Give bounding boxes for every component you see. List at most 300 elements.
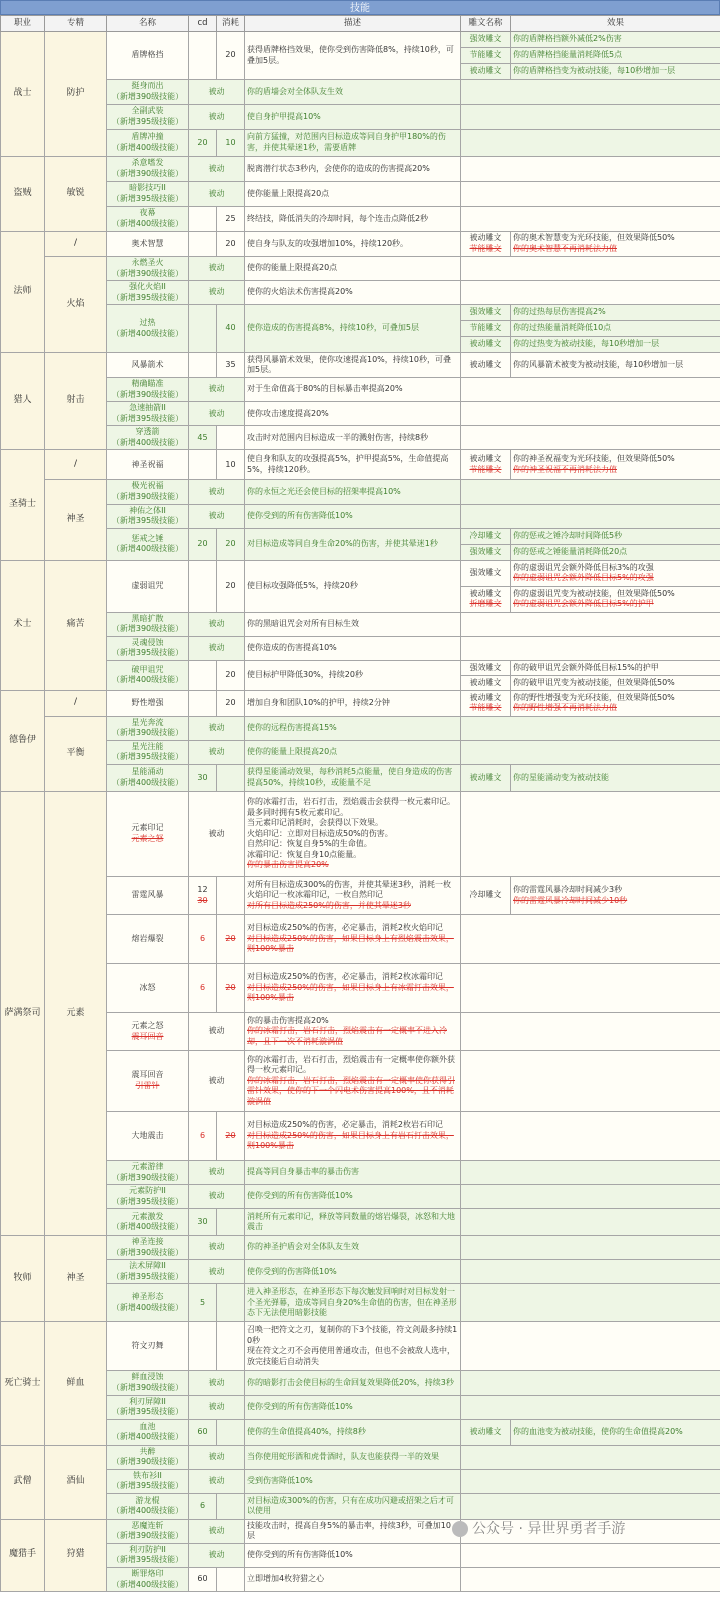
- skill-name: [107, 130, 189, 157]
- cd-cell: [189, 450, 217, 480]
- table-row: [1, 130, 720, 157]
- glyph-name: 冷却雕文: [461, 877, 511, 915]
- skill-name: [107, 716, 189, 740]
- glyph-empty: [461, 402, 720, 426]
- skill-level: （新增395级技能）: [111, 194, 184, 203]
- desc-cell: 对目标造成等同自身生命20%的伤害，并使其晕迷1秒: [245, 528, 461, 560]
- cd-cell: 被动: [189, 792, 245, 877]
- cd-cell: 被动: [189, 1161, 245, 1185]
- desc-cell: 使你受到的所有伤害降低10%: [245, 1395, 461, 1419]
- glyph-effect: 你的破甲诅咒变为被动技能，但效果降低50%: [511, 675, 720, 690]
- glyph-name-text: 被动雕文: [469, 692, 502, 702]
- desc-line: 对目标造成250%的伤害，必定暴击，消耗2枚冰霜印记: [247, 972, 443, 982]
- class-cell: 武僧: [1, 1445, 45, 1519]
- glyph-effect: 你的盾牌格挡额外减低2%伤害: [511, 32, 720, 48]
- spec-cell: 酒仙: [45, 1445, 107, 1519]
- skill-level: （新增395级技能）: [111, 1271, 184, 1281]
- skill-name-text: 星能涌动: [131, 767, 164, 777]
- skill-name-text: 破甲诅咒: [131, 664, 164, 674]
- glyph-name-old: 折磨雕文: [469, 599, 502, 609]
- skill-level: （新增395级技能）: [111, 752, 184, 762]
- skill-name-text: 恶魔连斩: [131, 1520, 164, 1530]
- cd-cell: [189, 353, 217, 378]
- glyph-name-text: 被动雕文: [469, 233, 502, 243]
- glyph-empty: [461, 1013, 720, 1051]
- spec-cell: 射击: [45, 353, 107, 450]
- cd-cell: 被动: [189, 1519, 245, 1543]
- skill-level: （新增390级技能）: [111, 728, 184, 738]
- class-cell: 盗贼: [1, 157, 45, 232]
- table-row: [1, 1284, 720, 1322]
- glyph-effect: [511, 690, 720, 716]
- glyph-effect-old: 你的野性增强不再消耗法力值: [513, 703, 617, 713]
- cost-cell: 20: [217, 1112, 245, 1161]
- skill-name: 野性增强: [107, 690, 189, 716]
- desc-line: 对目标造成250%的伤害，必定暴击，消耗2枚岩石印记: [247, 1120, 443, 1130]
- skill-level: （新增395级技能）: [111, 413, 184, 423]
- desc-cell: 使你受到的所有伤害降低10%: [245, 1543, 461, 1567]
- class-cell: 魔猎手: [1, 1519, 45, 1591]
- skill-name-text: 精确瞄准: [131, 379, 164, 389]
- cd-cell: 被动: [189, 1371, 245, 1395]
- desc-cell: [245, 1322, 461, 1371]
- skill-name-text: 血池: [139, 1421, 156, 1431]
- glyph-empty: [461, 105, 720, 130]
- skill-name-text: 星光注能: [131, 741, 164, 751]
- desc-cell: 使你受到的所有伤害降低10%: [245, 1185, 461, 1209]
- skill-name-text: 灵魂侵蚀: [131, 637, 164, 647]
- glyph-effect: [511, 560, 720, 586]
- desc-cell: 使自身和队友的攻强提高5%，护甲提高5%，生命值提高5%，持续120秒。: [245, 450, 461, 480]
- desc-cell: 进入神圣形态，在神圣形态下每次触发回响时对目标发射一个圣光弹幕，造成等同自身20%生命值的伤害，但在神圣形态下无法使用暗影技能: [245, 1284, 461, 1322]
- desc-line-old: 对目标造成250%的伤害，如果目标身上有烈焰震击效果，则100%暴击: [247, 933, 454, 954]
- glyph-effect: 你的盾牌格挡能量消耗降低5点: [511, 48, 720, 64]
- skill-name: [107, 182, 189, 207]
- cost-cell: 20: [217, 232, 245, 257]
- desc-cell: 攻击时对范围内目标造成一半的溅射伤害，持续8秒: [245, 426, 461, 450]
- skill-name-text: 神圣连接: [131, 1237, 164, 1247]
- cd-cell: [189, 32, 217, 80]
- cd-cell: 被动: [189, 1013, 245, 1051]
- class-cell: 战士: [1, 32, 45, 157]
- glyph-empty: [461, 964, 720, 1013]
- table-row: [1, 207, 720, 232]
- skill-level: （新增395级技能）: [111, 1407, 184, 1417]
- skill-level: （新增390级技能）: [111, 389, 184, 399]
- glyph-name: 被动雕文: [461, 1419, 511, 1445]
- cd-cell: 被动: [189, 257, 245, 281]
- wechat-icon: [452, 1521, 468, 1537]
- table-row: [1, 1419, 720, 1445]
- glyph-empty: [461, 740, 720, 764]
- glyph-empty: [461, 157, 720, 182]
- cd-cell: [189, 877, 217, 915]
- desc-cell: 使你的能量上限提高20点: [245, 740, 461, 764]
- desc-line: 对目标造成250%的伤害，必定暴击，消耗2枚火焰印记: [247, 923, 443, 933]
- cost-cell: [217, 765, 245, 792]
- desc-cell: 使你受到的伤害降低10%: [245, 1260, 461, 1284]
- spec-cell: 神圣: [45, 1236, 107, 1322]
- desc-cell: [245, 1112, 461, 1161]
- skill-name: [107, 402, 189, 426]
- cd-cell: 被动: [189, 480, 245, 504]
- skill-table: [0, 15, 720, 1592]
- desc-cell: 使你的生命值提高40%，持续8秒: [245, 1419, 461, 1445]
- skill-level: （新增400级技能）: [111, 437, 184, 447]
- desc-cell: 获得风暴箭术效果，使你攻速提高10%，持续10秒，可叠加5层。: [245, 353, 461, 378]
- cost-cell: 20: [217, 660, 245, 690]
- cost-cell: 35: [217, 353, 245, 378]
- cd-cell: [189, 560, 217, 612]
- cost-cell: 20: [217, 528, 245, 560]
- desc-cell: 使你受到的所有伤害降低10%: [245, 504, 461, 528]
- desc-line: 你的冰霜打击，岩石打击，烈焰震击有一定概率使你额外获得一枚元素印记。: [247, 1054, 455, 1075]
- glyph-effect: 你的过热能量消耗降低10点: [511, 321, 720, 337]
- glyph-effect: 你的过热每层伤害提高2%: [511, 305, 720, 321]
- desc-line: 火焰印记：立即对目标造成50%的伤害。: [247, 828, 393, 838]
- desc-cell: 终结技，降低消失的冷却时间，每个连击点降低2秒: [245, 207, 461, 232]
- cd-value-old: 30: [197, 895, 208, 905]
- cost-cell: 10: [217, 130, 245, 157]
- skill-name: [107, 1209, 189, 1236]
- skill-name-text: 元素激发: [131, 1211, 164, 1221]
- glyph-name-old: 节能雕文: [469, 464, 502, 474]
- skill-name: 雷霆风暴: [107, 877, 189, 915]
- spec-cell: 痛苦: [45, 560, 107, 690]
- skill-name-text: 元素印记: [131, 823, 164, 833]
- desc-cell: 使目标护甲降低30%，持续20秒: [245, 660, 461, 690]
- skill-name: [107, 1371, 189, 1395]
- glyph-empty: [461, 1543, 720, 1567]
- skill-name-text: 铁布衫II: [133, 1470, 162, 1480]
- skill-name-text: 神佑之体II: [129, 505, 166, 515]
- cd-cell: 被动: [189, 716, 245, 740]
- desc-line: 现在符文之刃不会再使用普通攻击，但也不会被敌人选中，放完技能后自动消失: [247, 1346, 455, 1366]
- glyph-effect-old: 你的雷霆风暴冷却时间减少10秒: [513, 895, 628, 905]
- cost-cell: 20: [217, 964, 245, 1013]
- skill-name-text: 元素游律: [131, 1162, 164, 1172]
- desc-cell: 你的神圣护盾会对全体队友生效: [245, 1236, 461, 1260]
- desc-cell: 你的永恒之光还会使目标的招架率提高10%: [245, 480, 461, 504]
- desc-cell: 立即增加4枚狩猎之心: [245, 1567, 461, 1591]
- skill-level: （新增390级技能）: [111, 1172, 184, 1182]
- glyph-effect-old: 你的神圣祝福不再消耗法力值: [513, 464, 617, 474]
- watermark: [452, 1518, 625, 1538]
- cost-cell: [217, 1322, 245, 1371]
- col-header: 消耗: [217, 16, 245, 32]
- table-row: [1, 740, 720, 764]
- table-row: [1, 504, 720, 528]
- skill-name: [107, 305, 189, 353]
- skill-name-text: 暗影技巧II: [129, 183, 166, 193]
- table-row: [1, 612, 720, 636]
- skill-level: （新增400级技能）: [111, 1432, 184, 1442]
- skill-level: （新增390级技能）: [111, 1457, 184, 1467]
- cost-cell: 20: [217, 32, 245, 80]
- glyph-empty: [461, 378, 720, 402]
- skill-name-text: 元素防护II: [129, 1186, 166, 1196]
- glyph-effect: 你的惩戒之锤能量消耗降低20点: [511, 544, 720, 560]
- col-header: 效果: [511, 16, 720, 32]
- class-cell: 德鲁伊: [1, 690, 45, 791]
- glyph-name: [461, 690, 511, 716]
- spec-cell: /: [45, 450, 107, 480]
- skill-level: （新增395级技能）: [111, 1196, 184, 1206]
- desc-cell: 使你的远程伤害提高15%: [245, 716, 461, 740]
- skill-level: （新增400级技能）: [111, 143, 184, 152]
- cd-cell: 30: [189, 765, 217, 792]
- col-header: 描述: [245, 16, 461, 32]
- skill-name: [107, 1395, 189, 1419]
- cost-cell: 10: [217, 450, 245, 480]
- skill-name: [107, 1567, 189, 1591]
- class-cell: 萨满祭司: [1, 792, 45, 1236]
- class-cell: 圣骑士: [1, 450, 45, 560]
- cd-cell: 被动: [189, 1185, 245, 1209]
- skill-level: （新增390级技能）: [111, 1531, 184, 1541]
- table-row: [1, 690, 720, 716]
- skill-name: [107, 1161, 189, 1185]
- skill-name-text: 利刃防护II: [129, 1544, 166, 1554]
- sheet-title: 技能: [0, 0, 720, 15]
- desc-line-old: 你的冰霜打击，岩石打击，烈焰震击有一定概率使你获得引雷针效果，使你的下一个闪电术伤害提高100%，且不消耗漩涡值: [247, 1075, 455, 1106]
- spec-cell: /: [45, 690, 107, 716]
- class-cell: 术士: [1, 560, 45, 690]
- skill-level: （新增395级技能）: [111, 117, 184, 126]
- desc-line-old: 你的冰霜打击，岩石打击，烈焰震击有一定概率不进入冷却，且下一次不消耗漩涡值: [247, 1026, 447, 1046]
- cost-cell: [217, 877, 245, 915]
- glyph-effect-text: 你的神圣祝福变为光环技能，但效果降低50%: [513, 454, 675, 464]
- skill-level: （新增400级技能）: [111, 675, 184, 685]
- col-header: cd: [189, 16, 217, 32]
- glyph-effect-text: 你的虚弱诅咒会额外降低目标3%的攻强: [513, 562, 654, 572]
- cd-cell: 5: [189, 1284, 217, 1322]
- skill-name: [107, 504, 189, 528]
- skill-name-text: 共醉: [139, 1446, 156, 1456]
- cd-cell: 被动: [189, 80, 245, 105]
- desc-line: 你的暴击伤害提高20%: [247, 1015, 329, 1025]
- spec-cell: 敏锐: [45, 157, 107, 232]
- glyph-empty: [461, 612, 720, 636]
- desc-cell: [245, 1051, 461, 1112]
- glyph-name: 被动雕文: [461, 64, 511, 80]
- col-header: 雕文名称: [461, 16, 511, 32]
- skill-name-text: 法术屏障II: [129, 1261, 166, 1271]
- skill-name: [107, 257, 189, 281]
- glyph-name: [461, 586, 511, 612]
- table-row: [1, 232, 720, 257]
- glyph-empty: [461, 1567, 720, 1591]
- desc-cell: 对于生命值高于80%的目标暴击率提高20%: [245, 378, 461, 402]
- cd-cell: 6: [189, 964, 217, 1013]
- skill-name-text: 强化火焰II: [129, 282, 166, 292]
- glyph-effect: 你的惩戒之锤冷却时间降低5秒: [511, 528, 720, 544]
- table-row: [1, 716, 720, 740]
- skill-name: [107, 636, 189, 660]
- skill-name: [107, 528, 189, 560]
- table-row: [1, 80, 720, 105]
- skill-name: [107, 1543, 189, 1567]
- glyph-effect-text: 你的野性增强变为光环技能，但效果降低50%: [513, 692, 675, 702]
- glyph-effect: 你的风暴箭术被变为被动技能，每10秒增加一层: [511, 353, 720, 378]
- cd-cell: 被动: [189, 105, 245, 130]
- glyph-empty: [461, 1322, 720, 1371]
- table-row: [1, 528, 720, 544]
- desc-line: 当元素印记消耗时，会获得以下效果。: [247, 818, 383, 828]
- cd-cell: 45: [189, 426, 217, 450]
- class-cell: 死亡骑士: [1, 1322, 45, 1445]
- skill-name-text: 游龙棍: [135, 1495, 160, 1505]
- glyph-effect: [511, 232, 720, 257]
- glyph-name: 强效雕文: [461, 305, 511, 321]
- glyph-name: 冷却雕文: [461, 528, 511, 544]
- spec-cell: 火焰: [45, 257, 107, 353]
- cd-cell: [189, 1322, 217, 1371]
- skill-name: 大地震击: [107, 1112, 189, 1161]
- cost-cell: [217, 1567, 245, 1591]
- table-row: [1, 257, 720, 281]
- skill-name-text: 鲜血浸蚀: [131, 1372, 164, 1382]
- glyph-empty: [461, 1493, 720, 1519]
- skill-name: [107, 740, 189, 764]
- cost-cell: [217, 1209, 245, 1236]
- table-row: [1, 1322, 720, 1371]
- skill-name-old: 元素之怒: [131, 834, 164, 844]
- skill-name-text: 永燃圣火: [131, 258, 164, 267]
- skill-level: （新增395级技能）: [111, 1555, 184, 1565]
- skill-name: [107, 281, 189, 305]
- skill-level: （新增395级技能）: [111, 516, 184, 526]
- cd-cell: 被动: [189, 402, 245, 426]
- cd-cell: 被动: [189, 636, 245, 660]
- glyph-name: 强效雕文: [461, 32, 511, 48]
- desc-line: 自然印记：恢复自身5%的生命值。: [247, 839, 372, 849]
- desc-cell: 使自身护甲提高10%: [245, 105, 461, 130]
- cost-cell: [217, 1284, 245, 1322]
- glyph-name: [461, 450, 511, 480]
- desc-line: 对所有目标造成300%的伤害，并使其晕迷3秒，消耗一枚火焰印记一枚冰霜印记，一枚自然印记: [247, 879, 451, 900]
- cd-cell: 被动: [189, 157, 245, 182]
- table-row: [1, 450, 720, 480]
- glyph-empty: [461, 792, 720, 877]
- desc-line-old: 对所有目标造成250%的伤害，并使其晕迷3秒: [247, 900, 411, 910]
- cd-cell: 60: [189, 1567, 217, 1591]
- spec-cell: /: [45, 232, 107, 257]
- desc-line: 你的冰霜打击，岩石打击，烈焰震击会获得一枚元素印记。最多同时拥有5枚元素印记。: [247, 797, 455, 817]
- cd-cell: 30: [189, 1209, 217, 1236]
- cd-value: 12: [197, 884, 208, 894]
- skill-name: [107, 80, 189, 105]
- skill-level: （新增390级技能）: [111, 492, 184, 502]
- glyph-name-text: 被动雕文: [469, 454, 502, 464]
- glyph-name: 节能雕文: [461, 321, 511, 337]
- skill-name-text: 穿透箭: [135, 427, 160, 437]
- skill-level: （新增390级技能）: [111, 92, 184, 101]
- cost-cell: 20: [217, 915, 245, 964]
- glyph-empty: [461, 915, 720, 964]
- skill-name-text: 震耳回音: [131, 1070, 164, 1080]
- skill-name: [107, 1493, 189, 1519]
- table-row: [1, 1493, 720, 1519]
- col-header: 职业: [1, 16, 45, 32]
- desc-cell: 增加自身和团队10%的护甲，持续2分钟: [245, 690, 461, 716]
- glyph-name: 强效雕文: [461, 544, 511, 560]
- skill-name-text: 星光奔流: [131, 717, 164, 727]
- cost-cell: [217, 426, 245, 450]
- table-row: [1, 1209, 720, 1236]
- cd-cell: 被动: [189, 504, 245, 528]
- desc-cell: [245, 1013, 461, 1051]
- table-row: [1, 1543, 720, 1567]
- table-row: [1, 560, 720, 586]
- skill-name: [107, 1013, 189, 1051]
- table-row: [1, 1161, 720, 1185]
- watermark-text: 公众号 · 异世界勇者手游: [472, 1521, 626, 1537]
- glyph-empty: [461, 1185, 720, 1209]
- cd-cell: 被动: [189, 1395, 245, 1419]
- glyph-empty: [461, 257, 720, 281]
- skill-name-text: 元素之怒: [131, 1020, 164, 1030]
- cost-cell: [217, 1493, 245, 1519]
- glyph-name: [461, 232, 511, 257]
- skill-name: [107, 426, 189, 450]
- glyph-effect: [511, 586, 720, 612]
- cd-cell: [189, 660, 217, 690]
- glyph-empty: [461, 1260, 720, 1284]
- glyph-empty: [461, 182, 720, 207]
- skill-name: [107, 105, 189, 130]
- glyph-empty: [461, 1445, 720, 1469]
- glyph-name: 被动雕文: [461, 353, 511, 378]
- skill-name: [107, 480, 189, 504]
- table-row: [1, 1445, 720, 1469]
- desc-cell: 技能攻击时，提高自身5%的暴击率，持续3秒，可叠加10层: [245, 1519, 461, 1543]
- desc-cell: [245, 915, 461, 964]
- glyph-empty: [461, 1112, 720, 1161]
- cd-cell: 被动: [189, 378, 245, 402]
- table-row: [1, 1395, 720, 1419]
- desc-cell: 使你的火焰法术伤害提高20%: [245, 281, 461, 305]
- table-row: [1, 182, 720, 207]
- table-row: [1, 480, 720, 504]
- glyph-empty: [461, 1161, 720, 1185]
- cd-cell: 被动: [189, 612, 245, 636]
- glyph-effect: [511, 450, 720, 480]
- skill-name-text: 神圣形态: [131, 1292, 164, 1302]
- desc-line-old: 你的暴击伤害提高20%: [247, 860, 329, 870]
- cd-cell: 被动: [189, 1445, 245, 1469]
- skill-name: [107, 1445, 189, 1469]
- cd-cell: 被动: [189, 281, 245, 305]
- skill-level: （新增395级技能）: [111, 1481, 184, 1491]
- table-row: [1, 877, 720, 915]
- skill-name: 神圣祝福: [107, 450, 189, 480]
- table-row: [1, 765, 720, 792]
- cd-cell: 6: [189, 1112, 217, 1161]
- glyph-empty: [461, 1209, 720, 1236]
- class-cell: 法师: [1, 232, 45, 353]
- glyph-name-old: 节能雕文: [469, 244, 502, 253]
- cd-cell: [189, 232, 217, 257]
- glyph-empty: [461, 426, 720, 450]
- cd-cell: 被动: [189, 182, 245, 207]
- skill-level: （新增400级技能）: [111, 1579, 184, 1589]
- glyph-effect: 你的星能涌动变为被动技能: [511, 765, 720, 792]
- desc-line-old: 对目标造成250%的伤害，如果目标身上有冰霜打击效果，则100%暴击: [247, 982, 454, 1003]
- table-row: [1, 105, 720, 130]
- glyph-effect: 你的血池变为被动技能，使你的生命值提高20%: [511, 1419, 720, 1445]
- table-row: [1, 1185, 720, 1209]
